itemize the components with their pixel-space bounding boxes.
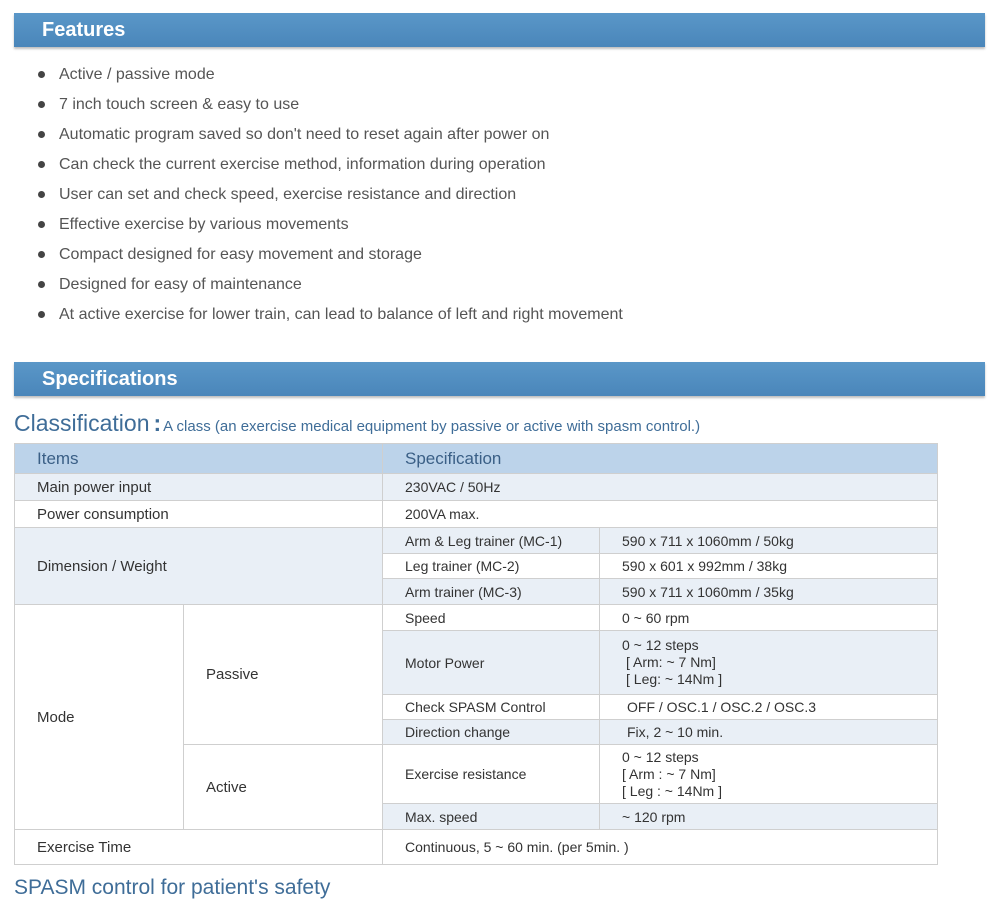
speed-value: 0 ~ 60 rpm [600,605,938,631]
mode-label: Mode [15,605,184,830]
table-row [15,830,938,865]
bullet-icon [38,131,45,138]
dimension-model: Arm & Leg trainer (MC-1) [383,528,600,554]
spasm-control-value: OFF / OSC.1 / OSC.2 / OSC.3 [600,695,938,720]
classification-text: A class (an exercise medical equipment by passive or active with spasm control.) [163,418,701,435]
list-item: Automatic program saved so don't need to reset again after power on [36,122,623,152]
passive-label: Passive [184,605,383,745]
main-power-value: 230VAC / 50Hz [383,474,938,501]
header-specification: Specification [383,444,938,474]
bullet-icon [38,281,45,288]
bullet-icon [38,71,45,78]
main-power-label: Main power input [15,474,383,501]
speed-label: Speed [383,605,600,631]
classification-label: Classification [14,410,150,436]
list-item: Compact designed for easy movement and storage [36,242,623,272]
exercise-time-value: Continuous, 5 ~ 60 min. (per 5min. ) [383,830,938,865]
bullet-icon [38,221,45,228]
classification-colon: : [153,410,162,436]
classification-line [14,410,700,437]
table-row [15,605,938,631]
dimension-value: 590 x 711 x 1060mm / 50kg [600,528,938,554]
list-item: Designed for easy of maintenance [36,272,623,302]
power-consumption-label: Power consumption [15,501,383,528]
table-row [15,528,938,554]
exercise-time-label: Exercise Time [15,830,383,865]
features-list [36,62,623,332]
bullet-icon [38,191,45,198]
header-items: Items [15,444,383,474]
list-item: Active / passive mode [36,62,623,92]
motor-power-value: 0 ~ 12 steps [ Arm: ~ 7 Nm] [ Leg: ~ 14Nm ] [600,631,938,695]
table-row [15,501,938,528]
dimension-model: Leg trainer (MC-2) [383,554,600,579]
list-item: 7 inch touch screen & easy to use [36,92,623,122]
specifications-title: Specifications [42,368,178,390]
list-item: User can set and check speed, exercise resistance and direction [36,182,623,212]
exercise-resistance-value: 0 ~ 12 steps [ Arm : ~ 7 Nm] [ Leg : ~ 14Nm ] [600,745,938,804]
bullet-icon [38,161,45,168]
features-title: Features [42,19,126,41]
list-item: At active exercise for lower train, can lead to balance of left and right movement [36,302,623,332]
features-header-bar [14,13,985,47]
dimension-label: Dimension / Weight [15,528,383,605]
list-item: Can check the current exercise method, information during operation [36,152,623,182]
direction-change-label: Direction change [383,720,600,745]
table-header-row [15,444,938,474]
bullet-icon [38,251,45,258]
exercise-resistance-label: Exercise resistance [383,745,600,804]
specifications-table [14,443,938,865]
max-speed-label: Max. speed [383,804,600,830]
bullet-icon [38,101,45,108]
bullet-icon [38,311,45,318]
dimension-model: Arm trainer (MC-3) [383,579,600,605]
spasm-control-label: Check SPASM Control [383,695,600,720]
spasm-heading: SPASM control for patient's safety [14,876,331,899]
max-speed-value: ~ 120 rpm [600,804,938,830]
power-consumption-value: 200VA max. [383,501,938,528]
dimension-value: 590 x 601 x 992mm / 38kg [600,554,938,579]
direction-change-value: Fix, 2 ~ 10 min. [600,720,938,745]
dimension-value: 590 x 711 x 1060mm / 35kg [600,579,938,605]
list-item: Effective exercise by various movements [36,212,623,242]
specifications-header-bar [14,362,985,396]
table-row [15,474,938,501]
active-label: Active [184,745,383,830]
motor-power-label: Motor Power [383,631,600,695]
